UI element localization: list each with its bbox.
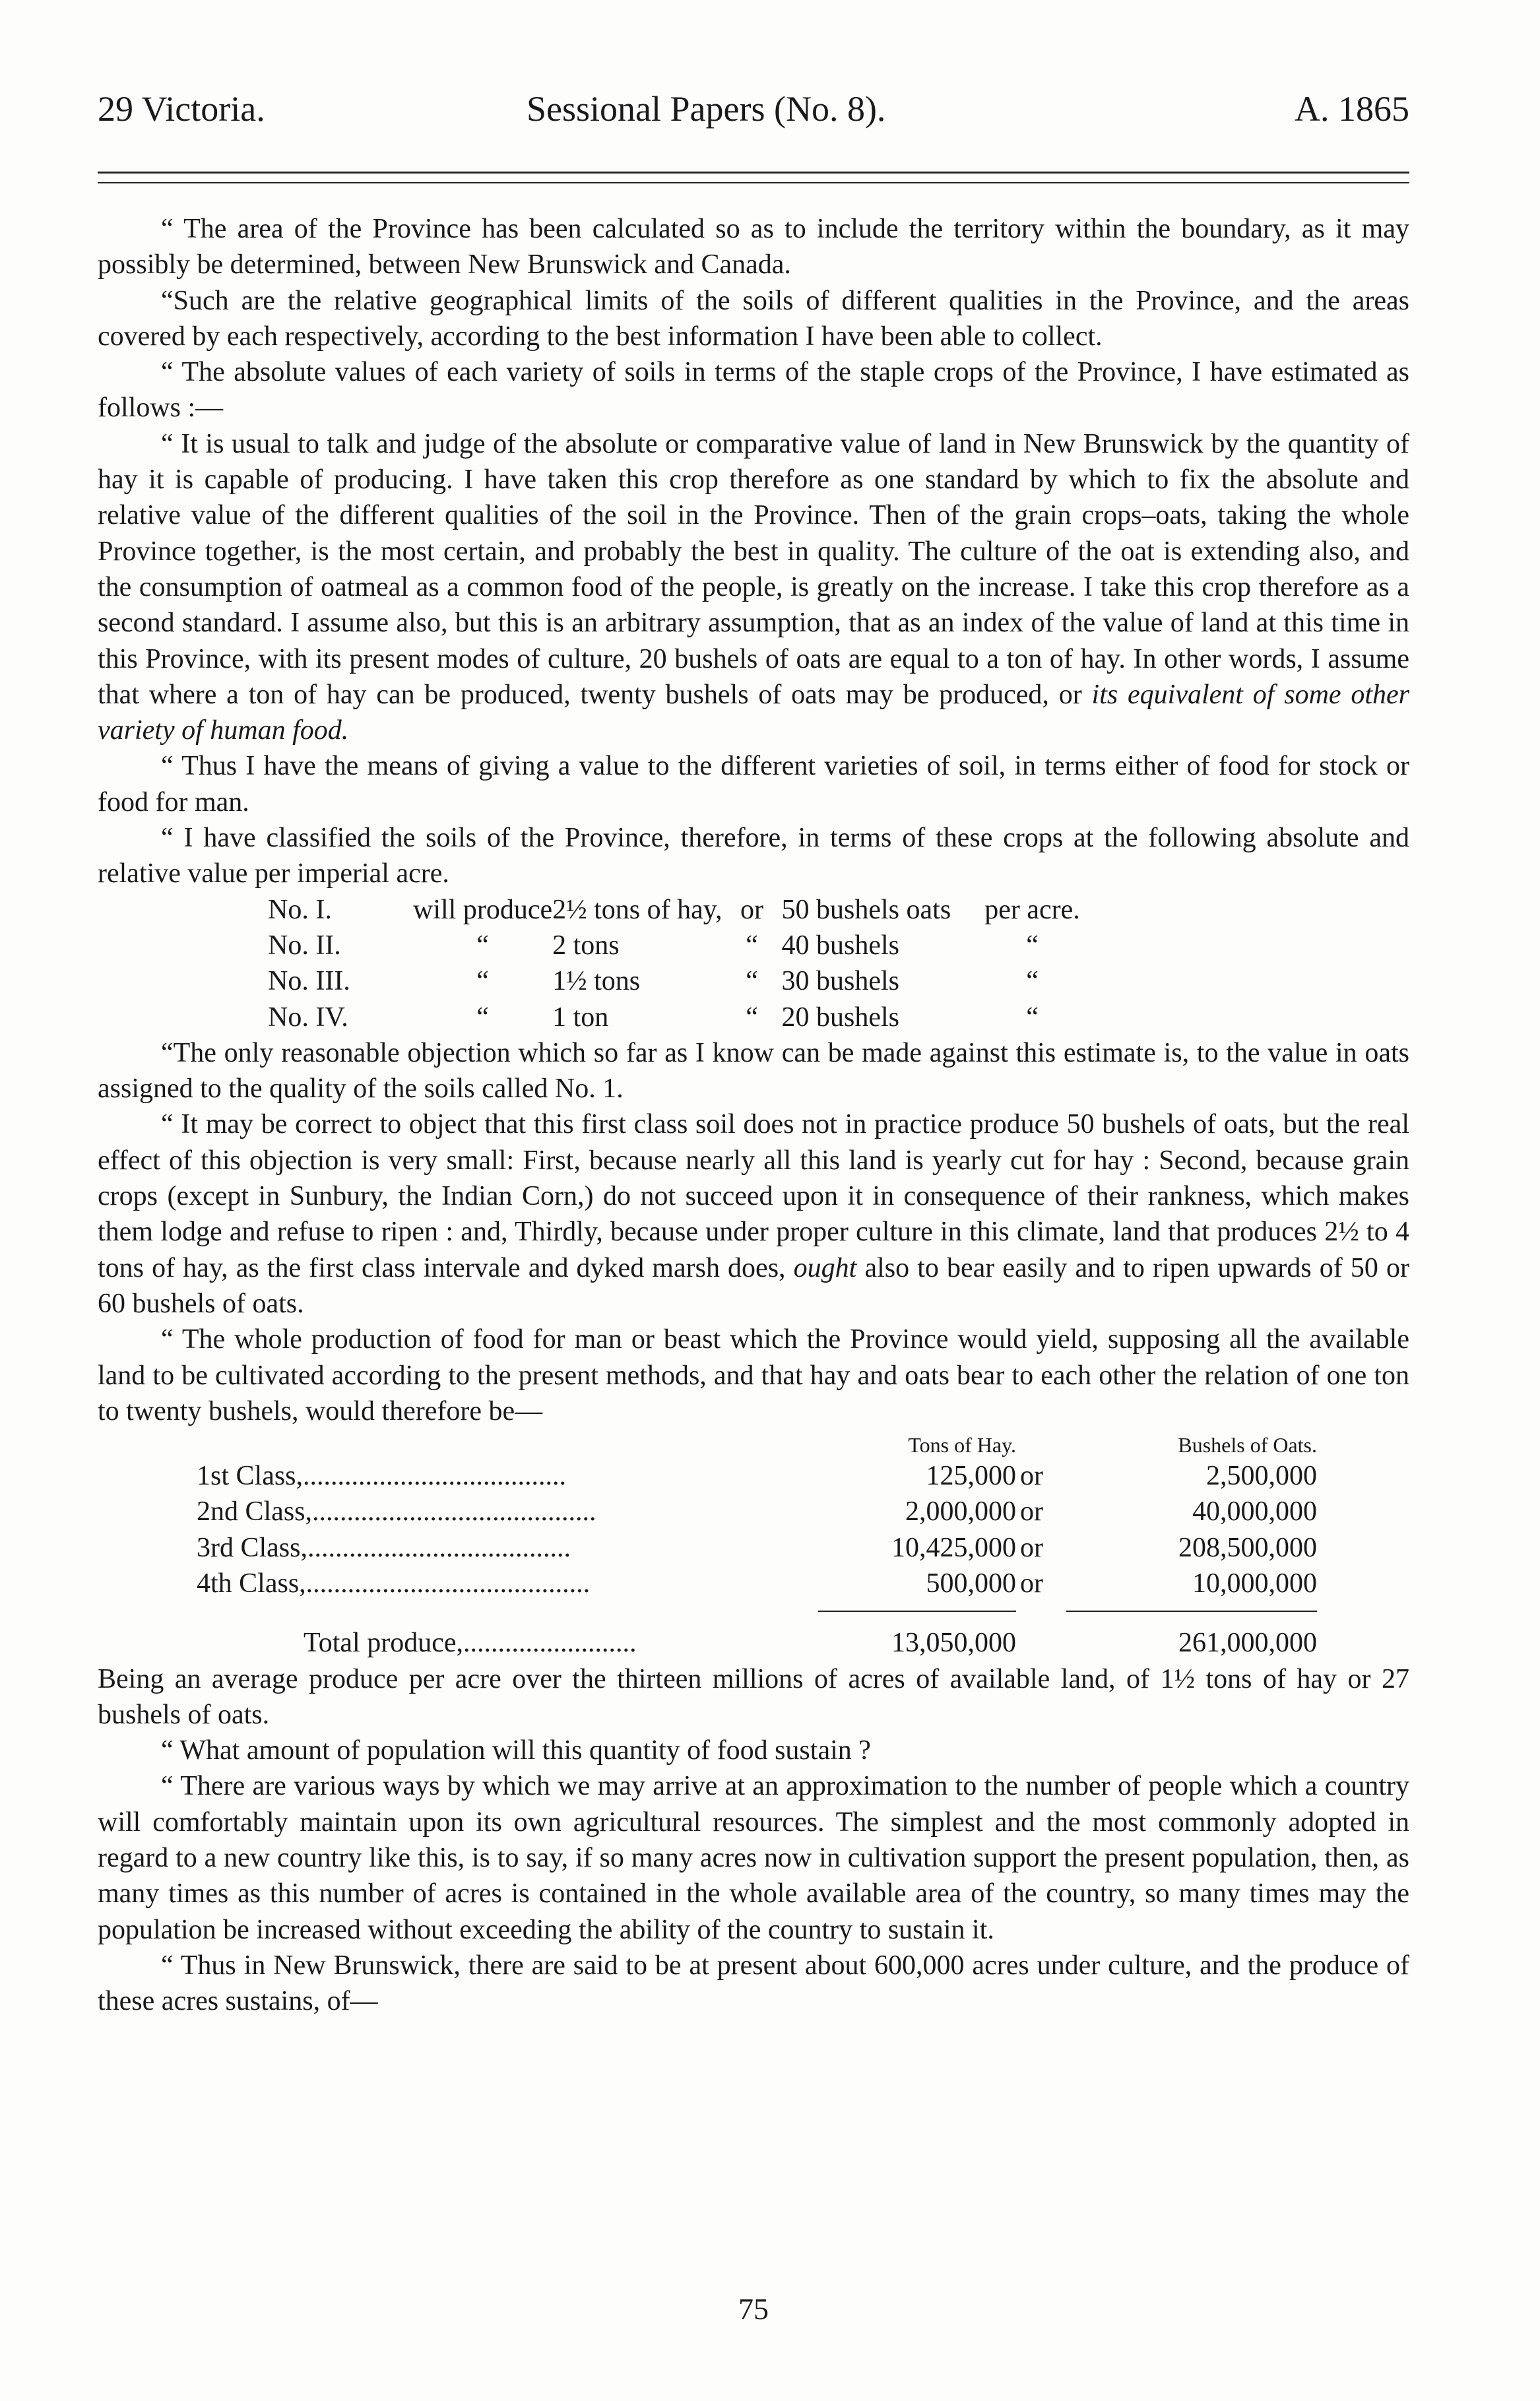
produce-cell: will produce — [413, 894, 553, 925]
soil-class-cell: No. III. — [268, 966, 350, 997]
soil-class-cell: No. IV. — [268, 1002, 348, 1033]
unit-cell: “ — [1026, 966, 1039, 997]
table-header-oats: Bushels of Oats. — [1178, 1433, 1317, 1457]
or-cell: or — [1020, 1532, 1043, 1563]
class-label-cell: 3rd Class,...................................... — [197, 1532, 571, 1563]
oats-cell: 10,000,000 — [1192, 1568, 1317, 1599]
bushels-cell: 40 bushels — [781, 930, 900, 961]
class-label-cell: 1st Class,...................................... — [197, 1461, 567, 1492]
table-header-hay: Tons of Hay. — [908, 1433, 1016, 1457]
paragraph: Being an average produce per acre over the thirteen millions of acres of available land, of 1½ tons of hay or 27 bushels of oats. — [98, 1663, 1409, 1730]
paragraph-text: also to bear easily and to ripen upwards of 50 or 60 bushels of oats. — [98, 1252, 1409, 1319]
paragraph: “ There are various ways by which we may arrive at an approximation to the number of people which a country will comfortably maintain upon its own agricultural resources. The simplest and the most commonly adopted in regard to a new country like this, is to say, if so many acres now in cultivation support the present population, then, as many times as this number of acres is contained in the whole available area of the country, so many times may the population be increased without exceeding the ability of the country to sustain it. — [98, 1771, 1409, 1945]
sum-rule — [818, 1601, 1016, 1611]
table-row — [268, 963, 1085, 999]
or-cell: or — [1020, 1568, 1043, 1599]
unit-cell: “ — [1026, 930, 1039, 961]
table-row — [197, 1566, 1317, 1601]
hay-cell: 125,000 — [926, 1461, 1016, 1492]
header-rule-thin — [98, 182, 1409, 183]
paragraph: “ I have classified the soils of the Province, therefore, in terms of these crops at the following absolute and relative value per imperial acre. — [98, 823, 1409, 889]
running-header — [98, 86, 1409, 145]
or-cell: or — [1020, 1496, 1043, 1527]
bushels-cell: 20 bushels — [781, 1002, 900, 1033]
page-number: 75 — [738, 2292, 769, 2326]
oats-cell: 40,000,000 — [1192, 1496, 1317, 1527]
total-row — [197, 1625, 1317, 1661]
total-rule-row — [197, 1601, 1317, 1611]
paragraph — [98, 426, 1409, 749]
or-cell: “ — [746, 1002, 758, 1033]
table-header-blank — [197, 1432, 818, 1458]
paragraph: “ The area of the Province has been calculated so as to include the territory within the boundary, as it may possibly be determined, between New Brunswick and Canada. — [98, 214, 1409, 280]
produce-cell: “ — [476, 1002, 489, 1033]
tons-cell: 2 tons — [552, 930, 620, 961]
paragraph: “ The absolute values of each variety of soils in terms of the staple crops of the Province, I have estimated as follows :— — [98, 357, 1409, 424]
soil-class-cell: No. I. — [268, 894, 332, 925]
table-row — [268, 892, 1085, 928]
unit-cell: per acre. — [984, 894, 1080, 925]
tons-cell: 2½ tons of hay, — [552, 894, 722, 925]
paragraph-italic-text: ought — [793, 1252, 857, 1283]
or-cell: or — [1020, 1461, 1043, 1492]
tons-cell: 1½ tons — [552, 966, 641, 997]
tons-cell: 1 ton — [552, 1002, 609, 1033]
paragraph-italic-text: its equivalent of some other variety of human food. — [98, 679, 1409, 746]
soil-classification-table — [268, 892, 1085, 1035]
paragraph — [98, 1106, 1409, 1322]
table-header-blank — [1016, 1432, 1066, 1458]
body-text — [98, 211, 1409, 2020]
paragraph: “ Thus in New Brunswick, there are said to be at present about 600,000 acres under culture, and the produce of these acres sustains, of— — [98, 1950, 1409, 2017]
sum-rule — [1066, 1601, 1317, 1611]
oats-cell: 208,500,000 — [1178, 1532, 1317, 1563]
unit-cell: “ — [1026, 1002, 1039, 1033]
table-row — [197, 1494, 1317, 1529]
hay-cell: 2,000,000 — [905, 1496, 1016, 1527]
total-oats-cell: 261,000,000 — [1178, 1628, 1317, 1659]
paragraph: “The only reasonable objection which so far as I know can be made against this estimate is, to the value in oats assigned to the quality of the soils called No. 1. — [98, 1037, 1409, 1104]
total-hay-cell: 13,050,000 — [891, 1628, 1016, 1659]
paragraph: “ What amount of population will this quantity of food sustain ? — [161, 1735, 871, 1766]
produce-cell: “ — [476, 930, 489, 961]
or-cell: or — [740, 894, 764, 925]
header-volume: 29 Victoria. — [98, 89, 265, 129]
class-label-cell: 4th Class,......................................... — [197, 1568, 591, 1599]
hay-cell: 500,000 — [926, 1568, 1016, 1599]
header-year: A. 1865 — [1295, 89, 1409, 129]
header-title: Sessional Papers (No. 8). — [527, 89, 886, 129]
or-cell: “ — [746, 930, 758, 961]
table-row — [268, 928, 1085, 963]
production-table — [197, 1432, 1317, 1661]
hay-cell: 10,425,000 — [891, 1532, 1016, 1563]
table-row — [197, 1458, 1317, 1494]
table-row — [268, 1000, 1085, 1035]
paragraph-text: “ It is usual to talk and judge of the absolute or comparative value of land in New Brunswick by the quantity of hay it is capable of producing. I have taken this crop therefore as one standard by which to fix the absolute and relative value of the different qualities of the soil in the Province. Then of the grain crops–oats, taking the whole Province together, is the most certain, and probably the best in quality. The culture of the oat is extending also, and the consumption of oatmeal as a common food of the people, is greatly on the increase. I take this crop therefore as a second standard. I assume also, but this is an arbitrary assumption, that as an index of the value of land at this time in this Province, with its present modes of culture, 20 bushels of oats are equal to a ton of hay. In other words, I assume that where a ton of hay can be produced, twenty bushels of oats may be produced, or — [98, 428, 1409, 710]
or-cell: “ — [746, 966, 758, 997]
soil-class-cell: No. II. — [268, 930, 341, 961]
total-label-cell: Total produce,......................... — [304, 1628, 637, 1659]
bushels-cell: 30 bushels — [781, 966, 900, 997]
paragraph: “ The whole production of food for man or beast which the Province would yield, supposing all the available land to be cultivated according to the present methods, and that hay and oats bear to each other the relation of one ton to twenty bushels, would therefore be— — [98, 1324, 1409, 1426]
paragraph: “ Thus I have the means of giving a value to the different varieties of soil, in terms either of food for stock or food for man. — [98, 751, 1409, 817]
paragraph-text: “ It may be correct to object that this first class soil does not in practice produce 50 bushels of oats, but the real effect of this objection is very small: First, because nearly all this land is yearly cut for hay : Second, because grain crops (except in Sunbury, the Indian Corn,) do not succeed upon it in consequence of their rankness, which makes them lodge and refuse to ripen : and, Thirdly, because under proper culture in this climate, land that produces 2½ to 4 tons of hay, as the first class intervale and dyked marsh does, — [98, 1109, 1409, 1283]
table-header-row — [197, 1432, 1317, 1458]
table-row — [197, 1530, 1317, 1566]
paragraph: “Such are the relative geographical limits of the soils of different qualities in the Province, and the areas covered by each respectively, according to the best information I have been able to collect. — [98, 285, 1409, 352]
header-rule-thick — [98, 172, 1409, 174]
class-label-cell: 2nd Class,......................................... — [197, 1496, 596, 1527]
document-page — [98, 86, 1409, 2362]
produce-cell: “ — [476, 966, 489, 997]
bushels-cell: 50 bushels oats — [781, 894, 951, 925]
oats-cell: 2,500,000 — [1206, 1461, 1317, 1492]
